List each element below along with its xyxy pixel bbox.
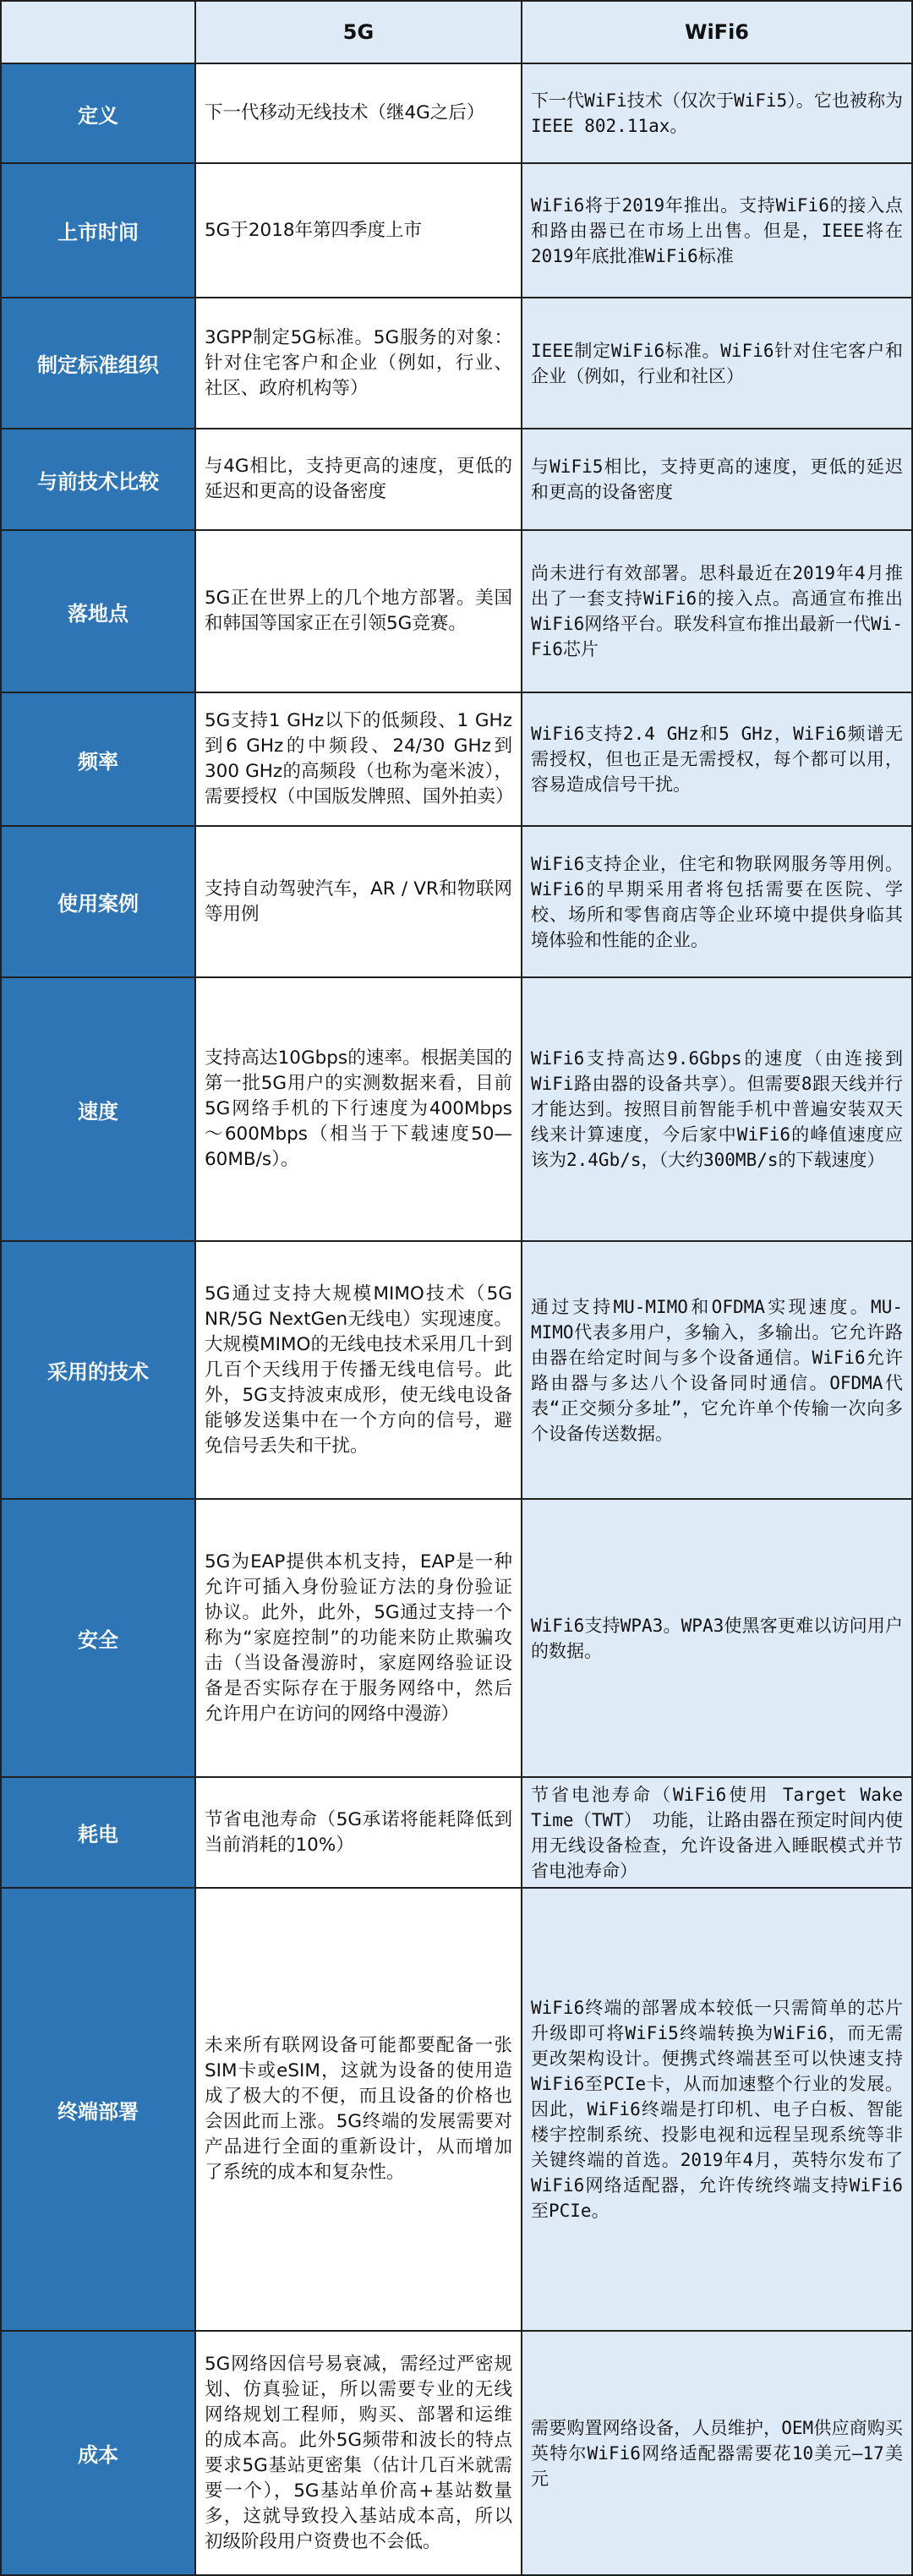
cell-text: 尚未进行有效部署。思科最近在2019年4月推出了一套支持WiFi6的接入点。高通宣布推出WiFi6网络平台。联发科宣布推出最新一代Wi-Fi6芯片 [531, 563, 903, 659]
cell-5g-frequency [196, 693, 522, 827]
cell-5g-use-cases [196, 827, 522, 978]
row-label-standards-body: 制定标准组织 [0, 298, 196, 429]
cell-text: WiFi6将于2019年推出。支持WiFi6的接入点和路由器已在市场上出售。但是，IEEE将在2019年底批准WiFi6标准 [531, 194, 903, 266]
cell-5g-speed [196, 978, 522, 1242]
cell-wifi6-definition [522, 64, 913, 164]
cell-5g-vs-predecessor [196, 429, 522, 531]
cell-text: WiFi6支持2.4 GHz和5 GHz，WiFi6频谱无需授权，但也正是无需授权，每个都可以用，容易造成信号干扰。 [531, 724, 903, 795]
cell-text: 5G为EAP提供本机支持，EAP是一种允许可插入身份验证方法的身份验证协议。此外，此外，5G通过支持一个称为“家庭控制”的功能来防止欺骗攻击（当设备漫游时，家庭网络验证设备是否实际存在于服务网络中，然后允许用户在访问的网络中漫游） [205, 1551, 512, 1725]
cell-wifi6-cost [522, 2332, 913, 2576]
cell-wifi6-deployment [522, 531, 913, 693]
cell-wifi6-power [522, 1778, 913, 1889]
cell-wifi6-security [522, 1500, 913, 1778]
row-label-cost: 成本 [0, 2332, 196, 2576]
cell-wifi6-use-cases [522, 827, 913, 978]
cell-text: 需要购置网络设备，人员维护，OEM供应商购买英特尔WiFi6网络适配器需要花10美元—17美元 [531, 2417, 903, 2489]
cell-text: 与WiFi5相比，支持更高的速度，更低的延迟和更高的设备密度 [531, 457, 903, 502]
row-label-terminals: 终端部署 [0, 1889, 196, 2332]
row-label-vs-predecessor: 与前技术比较 [0, 429, 196, 531]
cell-text: 通过支持MU-MIMO和OFDMA实现速度。MU-MIMO代表多用户，多输入，多输出。它允许路由器在给定时间与多个设备通信。WiFi6允许路由器与多达八个设备同时通信。OFDMA代表“正交频分多址”，它允许单个传输一次向多个设备传送数据。 [531, 1296, 903, 1444]
column-header-5g: 5G [196, 0, 522, 64]
cell-5g-deployment [196, 531, 522, 693]
row-label-power: 耗电 [0, 1778, 196, 1889]
cell-5g-definition [196, 64, 522, 164]
cell-5g-security [196, 1500, 522, 1778]
cell-text: 支持高达10Gbps的速率。根据美国的第一批5G用户的实测数据来看，目前5G网络手机的下行速度为400Mbps～600Mbps（相当于下载速度50—60MB/s）。 [205, 1047, 512, 1170]
cell-wifi6-terminals [522, 1889, 913, 2332]
cell-text: IEEE制定WiFi6标准。WiFi6针对住宅客户和企业（例如，行业和社区） [531, 340, 903, 386]
row-label-release-time: 上市时间 [0, 164, 196, 298]
cell-text: 5G通过支持大规模MIMO技术（5G NR/5G NextGen无线电）实现速度。大规模MIMO的无线电技术采用几十到几百个天线用于传播无线电信号。此外，5G支持波束成形，使无线电设备能够发送集中在一个方向的信号，避免信号丢失和干扰。 [205, 1283, 512, 1457]
cell-text: 下一代移动无线技术（继4G之后） [205, 102, 485, 123]
cell-wifi6-technology [522, 1242, 913, 1500]
cell-5g-power [196, 1778, 522, 1889]
cell-5g-technology [196, 1242, 522, 1500]
row-label-security: 安全 [0, 1500, 196, 1778]
cell-text: 支持自动驾驶汽车，AR / VR和物联网等用例 [205, 878, 512, 925]
cell-text: WiFi6支持企业，住宅和物联网服务等用例。WiFi6的早期采用者将包括需要在医院、学校、场所和零售商店等企业环境中提供身临其境体验和性能的企业。 [531, 853, 903, 950]
cell-wifi6-vs-predecessor [522, 429, 913, 531]
cell-wifi6-frequency [522, 693, 913, 827]
row-label-technology: 采用的技术 [0, 1242, 196, 1500]
cell-text: 3GPP制定5G标准。5G服务的对象：针对住宅客户和企业（例如，行业、社区、政府机构等） [205, 326, 512, 399]
row-label-definition: 定义 [0, 64, 196, 164]
header-corner-cell [0, 0, 196, 64]
cell-5g-terminals [196, 1889, 522, 2332]
row-label-speed: 速度 [0, 978, 196, 1242]
cell-5g-release-time [196, 164, 522, 298]
cell-text: 5G网络因信号易衰减，需经过严密规划、仿真验证，所以需要专业的无线网络规划工程师，购买、部署和运维的成本高。此外5G频带和波长的特点要求5G基站更密集（估计几百米就需要一个），5G基站单价高+基站数量多，这就导致投入基站成本高，所以初级阶段用户资费也不会低。 [205, 2353, 512, 2552]
cell-text: 5G支持1 GHz以下的低频段、1 GHz到6 GHz的中频段、24/30 GHz到300 GHz的高频段（也称为毫米波），需要授权（中国版发牌照、国外拍卖） [205, 710, 514, 807]
cell-wifi6-speed [522, 978, 913, 1242]
cell-text: WiFi6支持高达9.6Gbps的速度（由连接到WiFi路由器的设备共享）。但需要8跟天线并行才能达到。按照目前智能手机中普遍安装双天线来计算速度，今后家中WiFi6的峰值速度应该为2.4Gb/s，（大约300MB/s的下载速度） [531, 1048, 903, 1170]
cell-wifi6-release-time [522, 164, 913, 298]
cell-text: 5G正在世界上的几个地方部署。美国和韩国等国家正在引领5G竞赛。 [205, 588, 512, 634]
row-label-frequency: 频率 [0, 693, 196, 827]
cell-5g-cost [196, 2332, 522, 2576]
cell-5g-standards-body [196, 298, 522, 429]
row-label-use-cases: 使用案例 [0, 827, 196, 978]
cell-text: 节省电池寿命（WiFi6使用 Target Wake Time（TWT） 功能，让路由器在预定时间内使用无线设备检查，允许设备进入睡眠模式并节省电池寿命） [531, 1784, 903, 1881]
cell-wifi6-standards-body [522, 298, 913, 429]
column-header-wifi6: WiFi6 [522, 0, 913, 64]
cell-text: 与4G相比，支持更高的速度，更低的延迟和更高的设备密度 [205, 456, 512, 502]
cell-text: 未来所有联网设备可能都要配备一张SIM卡或eSIM，这就为设备的使用造成了极大的不便，而且设备的价格也会因此而上涨。5G终端的发展需要对产品进行全面的重新设计，从而增加了系统的成本和复杂性。 [205, 2035, 512, 2183]
cell-text: WiFi6支持WPA3。WPA3使黑客更难以访问用户的数据。 [531, 1615, 903, 1661]
cell-text: 下一代WiFi技术（仅次于WiFi5）。它也被称为IEEE 802.11ax。 [531, 90, 903, 136]
row-label-deployment: 落地点 [0, 531, 196, 693]
cell-text: 5G于2018年第四季度上市 [205, 219, 423, 241]
cell-text: 节省电池寿命（5G承诺将能耗降低到当前消耗的10%） [205, 1808, 512, 1856]
cell-text: WiFi6终端的部署成本较低一只需简单的芯片升级即可将WiFi5终端转换为WiFi6，而无需更改架构设计。便携式终端甚至可以快速支持WiFi6至PCIe卡，从而加速整个行业的发展。因此，WiFi6终端是打印机、电子白板、智能楼宇控制系统、投影电视和远程呈现系统等非关键终端的首选。2019年4月，英特尔发布了WiFi6网络适配器，允许传统终端支持WiFi6至PCIe。 [531, 1998, 903, 2221]
